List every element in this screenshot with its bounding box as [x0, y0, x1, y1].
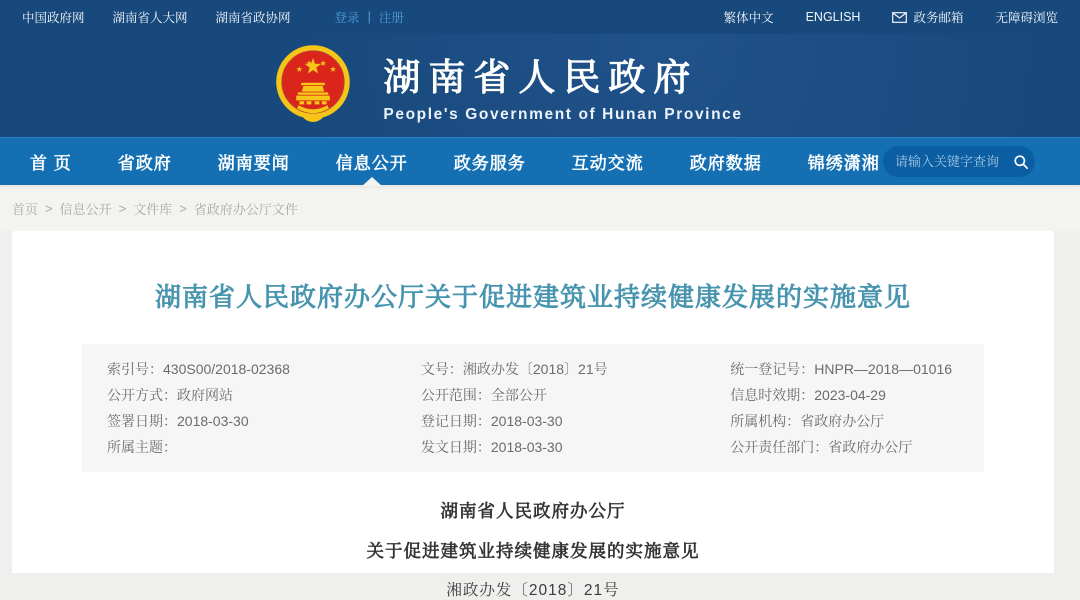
breadcrumb	[0, 185, 1080, 231]
meta-label: 所属机构：	[730, 413, 801, 429]
document-card	[12, 231, 1054, 599]
document-meta-table	[82, 344, 984, 472]
top-utility-bar	[0, 0, 1080, 34]
breadcrumb-office-documents[interactable]: 省政府办公厅文件	[193, 201, 298, 217]
top-links-right	[724, 8, 1058, 26]
meta-label: 签署日期：	[107, 413, 177, 429]
register-link[interactable]: 注册	[378, 11, 404, 25]
body-issuer-line: 湖南省人民政府办公厅	[440, 501, 626, 521]
meta-subject	[82, 434, 396, 460]
site-search	[883, 146, 1035, 177]
meta-value: 430S00/2018-02368	[163, 361, 290, 377]
link-accessibility[interactable]: 无障碍浏览	[995, 11, 1058, 25]
breadcrumb-separator: >	[118, 200, 127, 216]
meta-issue-date	[396, 434, 705, 460]
document-body	[12, 498, 1054, 600]
meta-label: 所属主题：	[107, 439, 177, 455]
top-links-left	[22, 8, 404, 26]
gov-mailbox-label: 政务邮箱	[913, 11, 964, 25]
meta-registration-date	[396, 408, 705, 434]
nav-item-interaction[interactable]: 互动交流	[571, 154, 644, 173]
meta-value: 政府网站	[177, 387, 233, 403]
meta-label: 公开责任部门：	[730, 439, 829, 455]
link-traditional-chinese[interactable]: 繁体中文	[723, 11, 774, 25]
meta-value: 省政府办公厅	[800, 413, 885, 429]
breadcrumb-separator: >	[45, 200, 53, 216]
link-hunan-npc[interactable]: 湖南省人大网	[112, 11, 188, 25]
nav-item-gov-services[interactable]: 政务服务	[453, 154, 526, 173]
site-header	[0, 0, 1080, 137]
meta-label: 公开方式：	[107, 387, 177, 403]
meta-value: 省政府办公厅	[828, 439, 913, 455]
meta-value: 2018-03-30	[490, 439, 563, 455]
site-banner	[0, 34, 1080, 137]
meta-validity-date	[705, 382, 984, 408]
meta-label: 统一登记号：	[730, 361, 815, 377]
login-link[interactable]: 登录	[334, 11, 360, 25]
meta-value: 湘政办发〔2018〕21号	[462, 361, 608, 377]
body-title-line: 关于促进建筑业持续健康发展的实施意见	[366, 541, 700, 561]
breadcrumb-info-disclosure[interactable]: 信息公开	[59, 201, 112, 217]
meta-label: 文号：	[420, 361, 463, 377]
meta-responsible-department	[705, 434, 984, 460]
body-doc-number-line: 湘政办发〔2018〕21号	[446, 582, 620, 599]
search-input[interactable]	[895, 154, 1009, 169]
meta-label: 登记日期：	[420, 413, 491, 429]
meta-issuing-agency	[705, 408, 984, 434]
meta-value: 2018-03-30	[177, 413, 249, 429]
meta-disclosure-method	[82, 382, 396, 408]
site-title-block	[383, 47, 742, 124]
nav-item-info-disclosure-label: 信息公开	[335, 154, 408, 173]
link-china-gov[interactable]: 中国政府网	[22, 11, 85, 25]
mail-icon	[892, 12, 907, 23]
breadcrumb-file-library[interactable]: 文件库	[133, 201, 173, 217]
meta-signing-date	[82, 408, 396, 434]
nav-item-hunan-news[interactable]: 湖南要闻	[217, 154, 290, 173]
document-title: 湖南省人民政府办公厅关于促进建筑业持续健康发展的实施意见	[154, 282, 911, 312]
breadcrumb-home[interactable]: 首页	[12, 201, 39, 217]
link-gov-mailbox[interactable]	[892, 8, 963, 26]
nav-item-provincial-gov[interactable]: 省政府	[117, 154, 172, 173]
meta-value: HNPR—2018—01016	[814, 361, 953, 377]
nav-item-home[interactable]: 首 页	[30, 154, 72, 173]
breadcrumb-separator: >	[179, 200, 187, 216]
site-title: 湖南省人民政府	[383, 57, 699, 98]
meta-doc-number	[396, 356, 705, 382]
active-tab-notch	[362, 177, 382, 186]
meta-label: 公开范围：	[420, 387, 491, 403]
meta-value: 2018-03-30	[490, 413, 563, 429]
meta-label: 信息时效期：	[730, 387, 815, 403]
meta-value: 2023-04-29	[814, 387, 886, 403]
nav-item-info-disclosure[interactable]	[336, 138, 408, 186]
nav-item-splendid-xiaoxiang[interactable]: 锦绣潇湘	[807, 154, 880, 173]
link-english[interactable]: ENGLISH	[805, 10, 861, 24]
auth-links	[335, 8, 404, 26]
meta-label: 发文日期：	[420, 439, 491, 455]
site-subtitle: People's Government of Hunan Province	[383, 106, 743, 123]
meta-disclosure-scope	[396, 382, 705, 408]
login-register-divider: |	[367, 10, 371, 24]
nav-item-gov-data[interactable]: 政府数据	[689, 154, 762, 173]
meta-unified-reg-number	[705, 356, 984, 382]
main-nav	[0, 137, 1080, 185]
link-hunan-cppcc[interactable]: 湖南省政协网	[215, 11, 291, 25]
search-icon[interactable]	[1013, 154, 1029, 170]
national-emblem-icon	[273, 44, 353, 128]
meta-value: 全部公开	[490, 387, 547, 403]
meta-label: 索引号：	[107, 361, 163, 377]
meta-index-number	[82, 356, 396, 382]
